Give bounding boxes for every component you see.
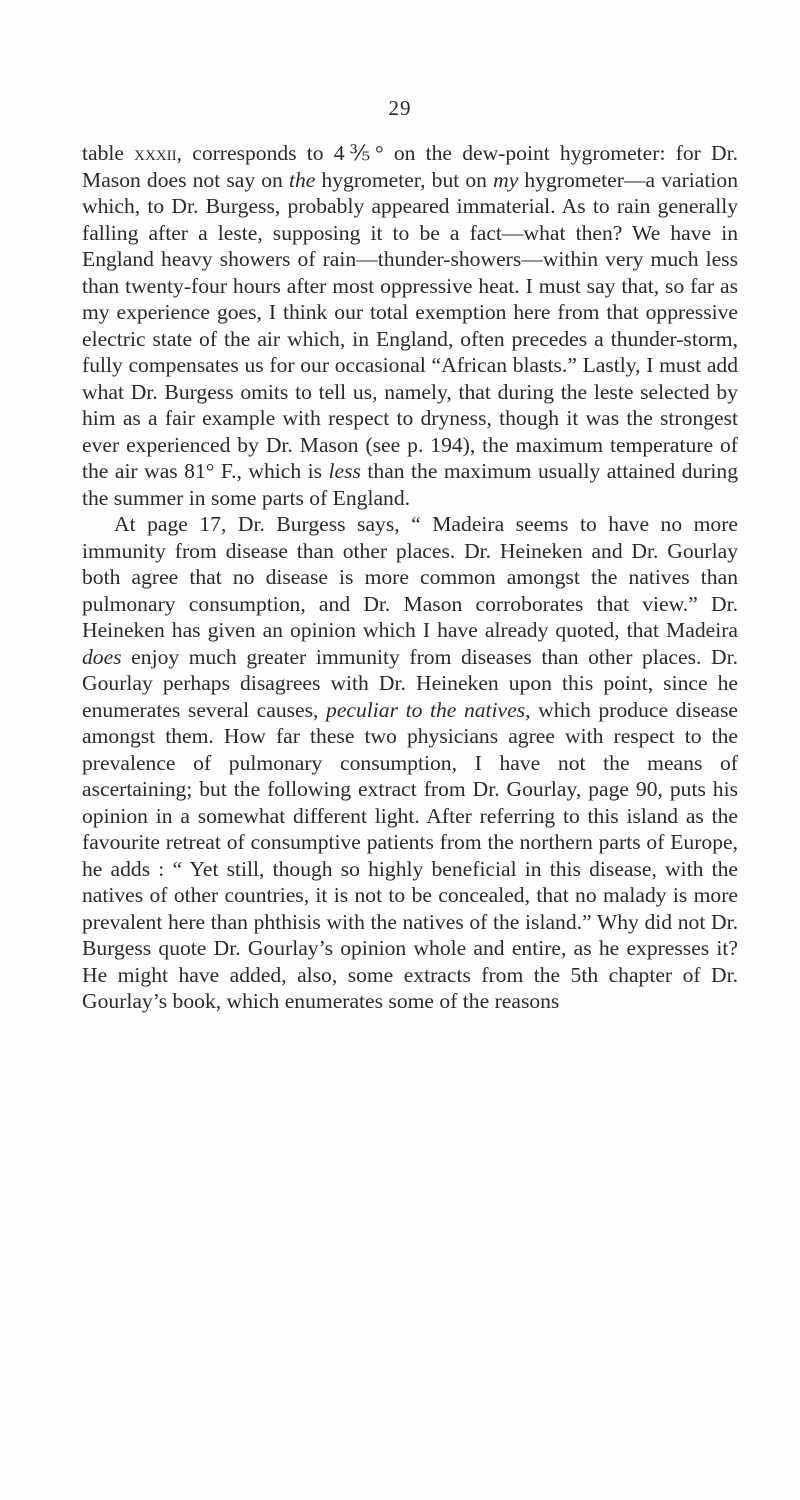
- paragraph: [82, 511, 738, 1015]
- text-segment: hygrometer, but on: [315, 167, 494, 192]
- text-segment: than the maximum usually attained during the summer in some parts of England.: [82, 459, 738, 510]
- text-segment: does: [82, 644, 122, 669]
- body-text: [82, 140, 738, 1015]
- text-segment: , corresponds to 4⅗° on the dew-point hygrometer: for Dr. Mason does not say on: [82, 141, 738, 192]
- text-segment: xxxii: [134, 141, 177, 165]
- text-segment: table: [82, 141, 135, 165]
- paragraph: [82, 140, 738, 511]
- text-segment: At page 17, Dr. Burgess says, “ Madeira seems to have no more immunity from disease than other places. Dr. Heineken and Dr. Gourlay both agree that no disease is more common amongst the natives than pulmonary consumption, and Dr. Mason corroborates that view.” Dr. Heineken has given an opinion which I have already quoted, that Madeira: [82, 512, 738, 642]
- text-segment: enjoy much greater immunity from diseases than other places. Dr. Gourlay perhaps disagrees with Dr. Heineken upon this point, since he enumerates several causes,: [82, 644, 738, 722]
- page-number: 29: [388, 96, 412, 120]
- text-segment: the: [288, 167, 316, 192]
- text-segment: hygrometer—a variation which, to Dr. Burgess, probably appeared immaterial. As to rain generally falling after a leste, supposing it to be a fact—what then? We have in England heavy showers of rain—thunder-showers—within very much less than twenty-four hours after most oppressive heat. I must say that, so far as my experience goes, I think our total exemption here from that oppressive electric state of the air which, in England, often precedes a thunder-storm, fully compensates us for our occasional “African blasts.” Lastly, I must add what Dr. Burgess omits to tell us, namely, that during the leste selected by him as a fair example with respect to dryness, though it was the strongest ever experienced by Dr. Mason (see p. 194), the maximum temperature of the air was 81° F., which is: [82, 167, 738, 483]
- text-segment: less: [328, 459, 361, 483]
- text-segment: peculiar to the natives: [326, 697, 526, 722]
- text-segment: , which produce disease amongst them. How far these two physicians agree with respect to the prevalence of pulmonary consumption, I have not the means of ascertaining; but the following extract from Dr. Gourlay, page 90, puts his opinion in a somewhat different light. After referring to this island as the favourite retreat of consumptive patients from the northern parts of Europe, he adds : “ Yet still, though so highly beneficial in this disease, with the natives of other countries, it is not to be concealed, that no malady is more prevalent here than phthisis with the natives of the island.” Why did not Dr. Burgess quote Dr. Gourlay’s opinion whole and entire, as he expresses it? He might have added, also, some extracts from the 5th chapter of Dr. Gourlay’s book, which enumerates some of the reasons: [82, 697, 738, 1013]
- text-segment: my: [493, 167, 519, 192]
